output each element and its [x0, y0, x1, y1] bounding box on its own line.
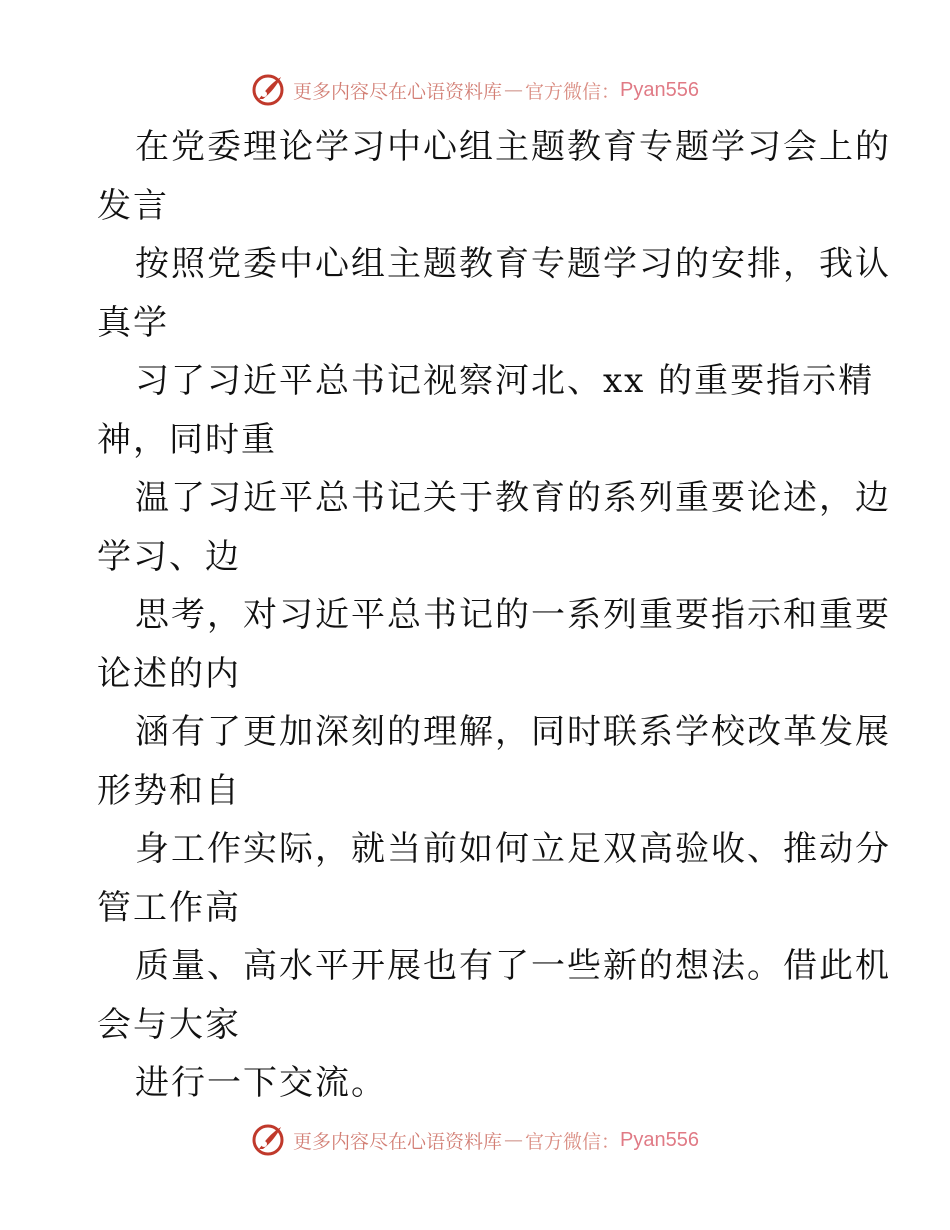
text-line: 管工作高	[97, 887, 241, 928]
text-line: 思考，对习近平总书记的一系列重要指示和重要	[135, 595, 891, 635]
footer-watermark	[0, 1120, 950, 1160]
text-line: 会与大家	[97, 1004, 241, 1045]
banner-wechat-handle: Pyan556	[620, 1128, 699, 1151]
banner-contact-label: 官方微信：	[525, 1130, 621, 1153]
text-line: 发言	[97, 185, 169, 226]
banner-main-text: 更多内容尽在心语资料库	[293, 1130, 503, 1153]
quill-logo-icon	[251, 1123, 285, 1157]
text-line: 进行一下交流。	[135, 1063, 387, 1103]
text-line: 形势和自	[97, 770, 241, 811]
text-line: 在党委理论学习中心组主题教育专题学习会上的	[135, 127, 891, 167]
text-line: 学习、边	[97, 536, 241, 577]
text-line: 真学	[97, 302, 169, 343]
text-line: 论述的内	[97, 653, 241, 694]
banner-dash: —	[504, 1129, 524, 1151]
banner-wechat-handle: Pyan556	[620, 78, 699, 101]
text-line: 涵有了更加深刻的理解，同时联系学校改革发展	[135, 712, 891, 752]
banner-main-text: 更多内容尽在心语资料库	[293, 80, 503, 103]
text-line: 身工作实际，就当前如何立足双高验收、推动分	[135, 829, 891, 869]
document-body	[97, 118, 891, 1113]
quill-logo-icon	[251, 73, 285, 107]
banner-dash: —	[504, 79, 524, 101]
text-line: 神，同时重	[97, 419, 277, 460]
banner-contact-label: 官方微信：	[525, 80, 621, 103]
text-line: 习了习近平总书记视察河北、xx 的重要指示精	[135, 361, 875, 401]
header-watermark	[0, 70, 950, 110]
text-line: 温了习近平总书记关于教育的系列重要论述，边	[135, 478, 891, 518]
text-line: 质量、高水平开展也有了一些新的想法。借此机	[135, 946, 891, 986]
text-line: 按照党委中心组主题教育专题学习的安排，我认	[135, 244, 891, 284]
